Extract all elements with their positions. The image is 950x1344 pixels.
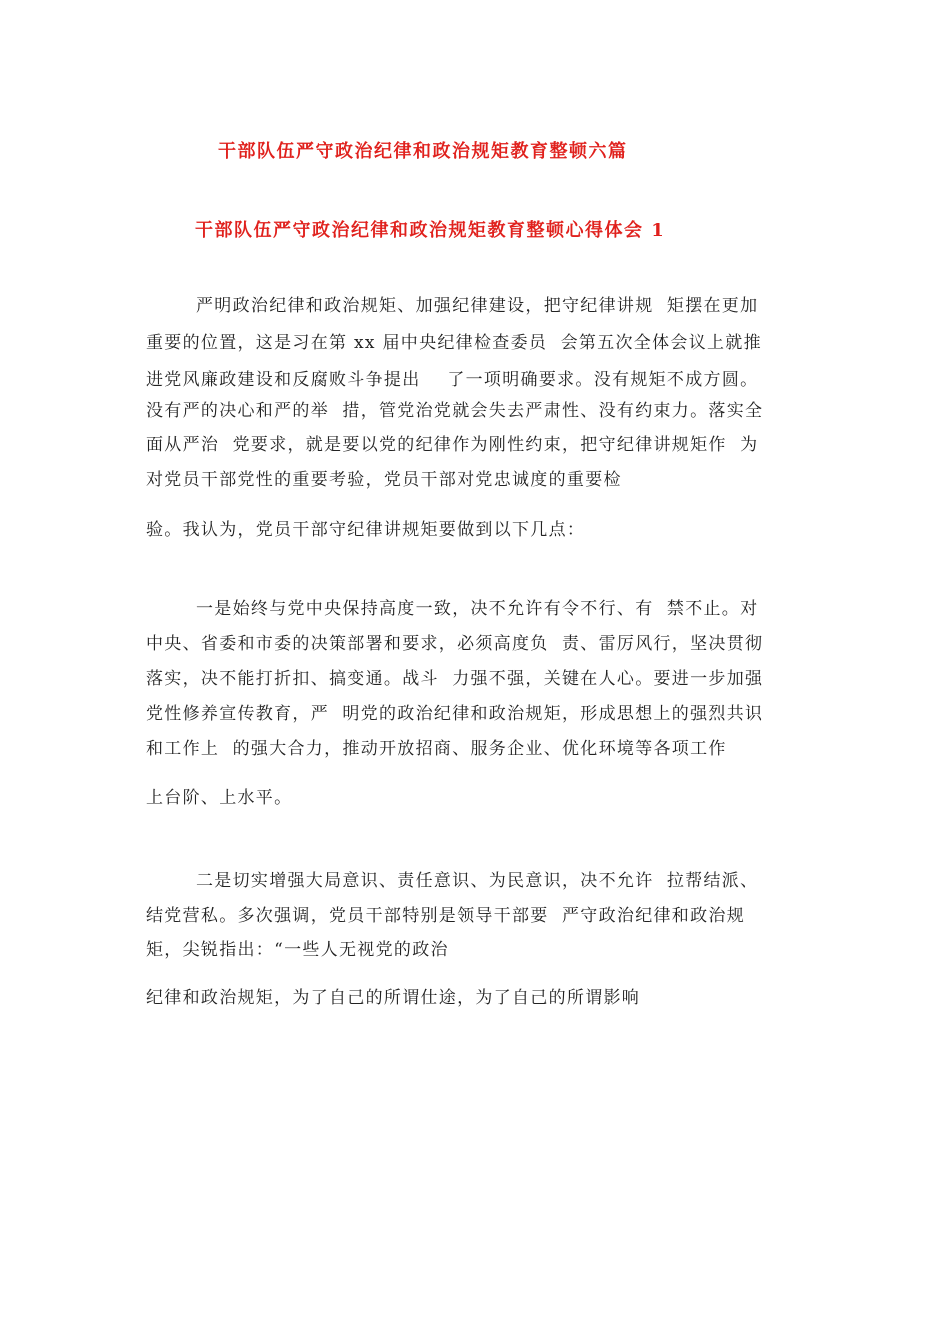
paragraph-line: 中央、省委和市委的决策部署和要求，必须高度负 责、雷厉风行，坚决贯彻 <box>146 634 764 654</box>
paragraph-line: 结党营私。多次强调，党员干部特别是领导干部要 严守政治纪律和政治规 <box>146 906 746 926</box>
paragraph-line: 矩，尖锐指出：“一些人无视党的政治 <box>146 940 449 960</box>
document-title: 干部队伍严守政治纪律和政治规矩教育整顿六篇 <box>218 141 628 162</box>
paragraph-line: 进党风廉政建设和反腐败斗争提出 了一项明确要求。没有规矩不成方圆。 <box>146 370 759 390</box>
document-subtitle: 干部队伍严守政治纪律和政治规矩教育整顿心得体会 1 <box>195 220 666 241</box>
paragraph-line: 党性修养宣传教育，严 明党的政治纪律和政治规矩，形成思想上的强烈共识 <box>146 704 764 724</box>
paragraph-line: 上台阶、上水平。 <box>146 788 293 808</box>
paragraph-line: 和工作上 的强大合力，推动开放招商、服务企业、优化环境等各项工作 <box>146 739 727 759</box>
paragraph-line: 纪律和政治规矩，为了自己的所谓仕途，为了自己的所谓影响 <box>146 988 641 1008</box>
paragraph-line: 严明政治纪律和政治规矩、加强纪律建设，把守纪律讲规 矩摆在更加 <box>196 296 759 316</box>
paragraph-line: 面从严治 党要求，就是要以党的纪律作为刚性约束，把守纪律讲规矩作 为 <box>146 435 759 455</box>
paragraph-line: 没有严的决心和严的举 措，管党治党就会失去严肃性、没有约束力。落实全 <box>146 401 764 421</box>
paragraph-line: 一是始终与党中央保持高度一致，决不允许有令不行、有 禁不止。对 <box>196 599 759 619</box>
paragraph-line: 验。我认为，党员干部守纪律讲规矩要做到以下几点： <box>146 520 586 540</box>
paragraph-line: 对党员干部党性的重要考验，党员干部对党忠诚度的重要检 <box>146 470 622 490</box>
paragraph-line: 重要的位置，这是习在第 xx 届中央纪律检查委员 会第五次全体会议上就推 <box>146 333 762 353</box>
paragraph-line: 落实，决不能打折扣、搞变通。战斗 力强不强，关键在人心。要进一步加强 <box>146 669 764 689</box>
paragraph-line: 二是切实增强大局意识、责任意识、为民意识，决不允许 拉帮结派、 <box>196 871 759 891</box>
